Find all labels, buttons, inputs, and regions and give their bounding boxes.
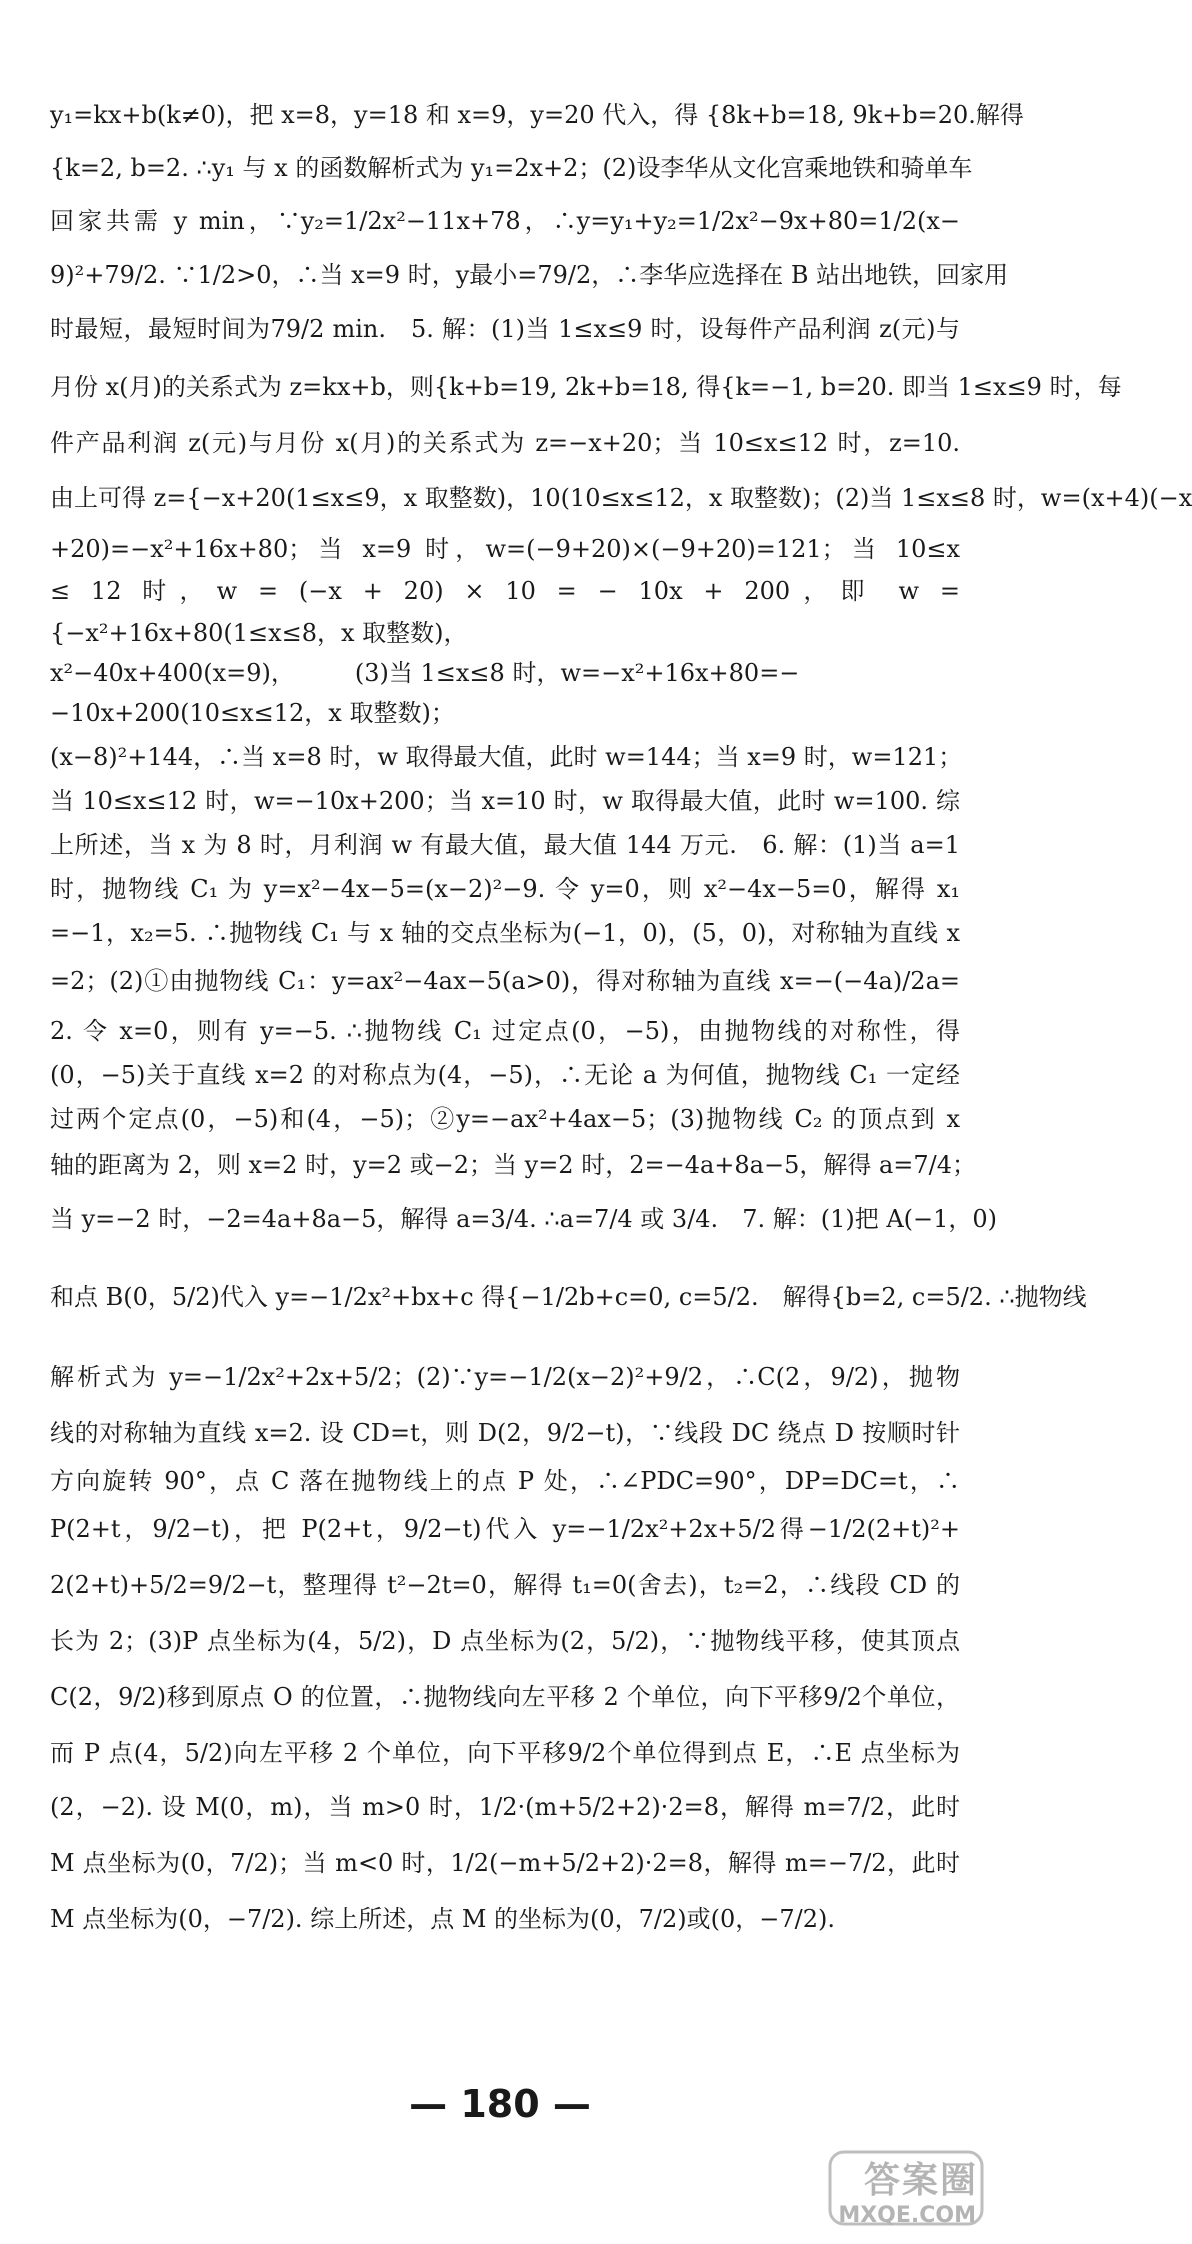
text-line: 长为 2；(3)P 点坐标为(4，5/2)，D 点坐标为(2，5/2)，∵抛物线平移，使其顶点 <box>50 1627 960 1655</box>
text-line: (0，−5)关于直线 x=2 的对称点为(4，−5)，∴无论 a 为何值，抛物线 C₁ 一定经 <box>50 1061 960 1089</box>
text-line: {−x²+16x+80(1≤x≤8，x 取整数)， <box>50 619 468 647</box>
watermark-logo <box>826 2146 986 2230</box>
text-line: {k=2, b=2. ∴y₁ 与 x 的函数解析式为 y₁=2x+2；(2)设李华从文化宫乘地铁和骑单车 <box>50 154 973 182</box>
text-line: 上所述，当 x 为 8 时，月利润 w 有最大值，最大值 144 万元. 6. 解：(1)当 a=1 <box>50 831 960 859</box>
text-line: 2(2+t)+5/2=9/2−t，整理得 t²−2t=0，解得 t₁=0(舍去)，t₂=2，∴线段 CD 的 <box>50 1571 960 1599</box>
text-line: +20)=−x²+16x+80；当 x=9 时，w=(−9+20)×(−9+20)=121；当 10≤x <box>50 535 960 563</box>
text-line: (x−8)²+144，∴当 x=8 时，w 取得最大值，此时 w=144；当 x=9 时，w=121； <box>50 743 963 771</box>
text-line: 当 10≤x≤12 时，w=−10x+200；当 x=10 时，w 取得最大值，此时 w=100. 综 <box>50 787 960 815</box>
page-number: — 180 — <box>409 2082 591 2126</box>
text-line: 时最短，最短时间为79/2 min. 5. 解：(1)当 1≤x≤9 时，设每件产品利润 z(元)与 <box>50 315 960 343</box>
text-line: 而 P 点(4，5/2)向左平移 2 个单位，向下平移9/2个单位得到点 E，∴E 点坐标为 <box>50 1739 960 1767</box>
text-line: P(2+t，9/2−t)，把 P(2+t，9/2−t)代入 y=−1/2x²+2x+5/2得−1/2(2+t)²+ <box>50 1515 960 1543</box>
text-line: (2，−2). 设 M(0，m)，当 m>0 时，1/2·(m+5/2+2)·2=8，解得 m=7/2，此时 <box>50 1793 960 1821</box>
watermark-url: MXQE.COM <box>838 2203 976 2228</box>
text-line: x²−40x+400(x=9)， (3)当 1≤x≤8 时，w=−x²+16x+80=− <box>50 659 800 687</box>
text-line: 方向旋转 90°，点 C 落在抛物线上的点 P 处，∴∠PDC=90°，DP=DC=t，∴ <box>50 1467 960 1495</box>
text-line: 由上可得 z={−x+20(1≤x≤9，x 取整数)，10(10≤x≤12，x 取整数)；(2)当 1≤x≤8 时，w=(x+4)(−x <box>50 484 1192 512</box>
text-line: −10x+200(10≤x≤12，x 取整数)； <box>50 699 455 727</box>
text-line: 线的对称轴为直线 x=2. 设 CD=t，则 D(2，9/2−t)，∵线段 DC 绕点 D 按顺时针 <box>50 1419 960 1447</box>
text-line: 当 y=−2 时，−2=4a+8a−5，解得 a=3/4. ∴a=7/4 或 3/4. 7. 解：(1)把 A(−1，0) <box>50 1205 998 1233</box>
text-line: 月份 x(月)的关系式为 z=kx+b，则{k+b=19, 2k+b=18, 得{k=−1, b=20. 即当 1≤x≤9 时，每 <box>50 373 1122 401</box>
text-line: 9)²+79/2. ∵1/2>0，∴当 x=9 时，y最小=79/2，∴李华应选择在 B 站出地铁，回家用 <box>50 261 1009 289</box>
text-line: y₁=kx+b(k≠0)，把 x=8，y=18 和 x=9，y=20 代入，得 {8k+b=18, 9k+b=20.解得 <box>50 101 1024 129</box>
text-line: 时，抛物线 C₁ 为 y=x²−4x−5=(x−2)²−9. 令 y=0，则 x²−4x−5=0，解得 x₁ <box>50 875 960 903</box>
text-line: M 点坐标为(0，−7/2). 综上所述，点 M 的坐标为(0，7/2)或(0，−7/2). <box>50 1905 836 1933</box>
text-line: 2. 令 x=0，则有 y=−5. ∴抛物线 C₁ 过定点(0，−5)，由抛物线的对称性，得 <box>50 1017 960 1045</box>
text-line: M 点坐标为(0，7/2)；当 m<0 时，1/2(−m+5/2+2)·2=8，解得 m=−7/2，此时 <box>50 1849 960 1877</box>
text-line: C(2，9/2)移到原点 O 的位置，∴抛物线向左平移 2 个单位，向下平移9/2个单位， <box>50 1683 960 1711</box>
text-line: ≤ 12 时，w = (−x + 20) × 10 = − 10x + 200，即 w = <box>50 577 960 605</box>
text-line: 过两个定点(0，−5)和(4，−5)；②y=−ax²+4ax−5；(3)抛物线 C₂ 的顶点到 x <box>50 1105 960 1133</box>
text-line: 件产品利润 z(元)与月份 x(月)的关系式为 z=−x+20；当 10≤x≤12 时，z=10. <box>50 429 960 457</box>
text-line: 解析式为 y=−1/2x²+2x+5/2；(2)∵y=−1/2(x−2)²+9/2，∴C(2，9/2)，抛物 <box>50 1363 960 1391</box>
text-line: =−1，x₂=5. ∴抛物线 C₁ 与 x 轴的交点坐标为(−1，0)，(5，0)，对称轴为直线 x <box>50 919 960 947</box>
text-line: 和点 B(0，5/2)代入 y=−1/2x²+bx+c 得{−1/2b+c=0, c=5/2. 解得{b=2, c=5/2. ∴抛物线 <box>50 1283 1087 1311</box>
watermark-title: 答案圈 <box>863 2160 978 2201</box>
text-line: =2；(2)①由抛物线 C₁：y=ax²−4ax−5(a>0)，得对称轴为直线 x=−(−4a)/2a= <box>50 967 960 995</box>
text-line: 回家共需 y min，∵y₂=1/2x²−11x+78，∴y=y₁+y₂=1/2x²−9x+80=1/2(x− <box>50 207 960 235</box>
text-line: 轴的距离为 2，则 x=2 时，y=2 或−2；当 y=2 时，2=−4a+8a−5，解得 a=7/4； <box>50 1151 977 1179</box>
